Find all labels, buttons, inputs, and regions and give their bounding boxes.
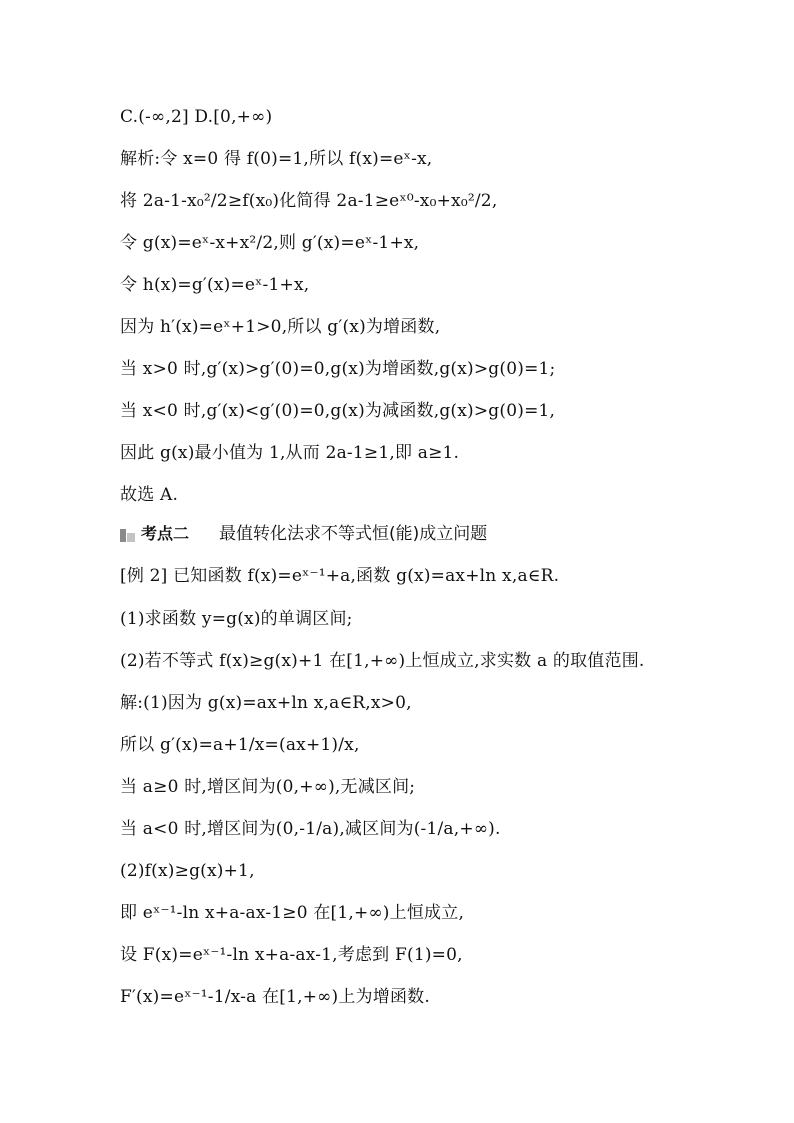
solution-line: (2)f(x)≥g(x)+1, bbox=[120, 861, 255, 881]
solution-line: 令 g(x)=eˣ-x+x²/2,则 g′(x)=eˣ-1+x, bbox=[120, 233, 420, 253]
section-marker-icon bbox=[120, 527, 135, 542]
solution-line: 令 h(x)=g′(x)=eˣ-1+x, bbox=[120, 275, 310, 295]
solution-line: 因此 g(x)最小值为 1,从而 2a-1≥1,即 a≥1. bbox=[120, 443, 460, 463]
question-line: (2)若不等式 f(x)≥g(x)+1 在[1,+∞)上恒成立,求实数 a 的取值范围. bbox=[120, 651, 645, 671]
solution-line: 所以 g′(x)=a+1/x=(ax+1)/x, bbox=[120, 735, 360, 755]
answer-line: 故选 A. bbox=[120, 485, 179, 505]
option-line: C.(-∞,2] D.[0,+∞) bbox=[120, 107, 273, 127]
solution-line: 因为 h′(x)=eˣ+1>0,所以 g′(x)为增函数, bbox=[120, 317, 441, 337]
section-heading bbox=[120, 522, 740, 546]
solution-line: 解:(1)因为 g(x)=ax+ln x,a∈R,x>0, bbox=[120, 693, 412, 713]
solution-line: 当 x<0 时,g′(x)<g′(0)=0,g(x)为减函数,g(x)>g(0)=1, bbox=[120, 401, 556, 421]
solution-line: 将 2a-1-x₀²/2≥f(x₀)化简得 2a-1≥eˣ⁰-x₀+x₀²/2, bbox=[120, 191, 498, 211]
section-title: 最值转化法求不等式恒(能)成立问题 bbox=[219, 524, 488, 544]
solution-line: 当 a<0 时,增区间为(0,-1/a),减区间为(-1/a,+∞). bbox=[120, 819, 501, 839]
example-line: [例 2] 已知函数 f(x)=eˣ⁻¹+a,函数 g(x)=ax+ln x,a∈R. bbox=[120, 566, 560, 586]
solution-line: 当 a≥0 时,增区间为(0,+∞),无减区间; bbox=[120, 777, 416, 797]
solution-line: 设 F(x)=eˣ⁻¹-ln x+a-ax-1,考虑到 F(1)=0, bbox=[120, 945, 463, 965]
solution-line: 当 x>0 时,g′(x)>g′(0)=0,g(x)为增函数,g(x)>g(0)=1; bbox=[120, 359, 556, 379]
question-line: (1)求函数 y=g(x)的单调区间; bbox=[120, 609, 353, 629]
solution-line: 即 eˣ⁻¹-ln x+a-ax-1≥0 在[1,+∞)上恒成立, bbox=[120, 903, 465, 923]
solution-line: 解析:令 x=0 得 f(0)=1,所以 f(x)=eˣ-x, bbox=[120, 149, 433, 169]
solution-line: F′(x)=eˣ⁻¹-1/x-a 在[1,+∞)上为增函数. bbox=[120, 987, 430, 1007]
section-label: 考点二 bbox=[141, 524, 190, 543]
